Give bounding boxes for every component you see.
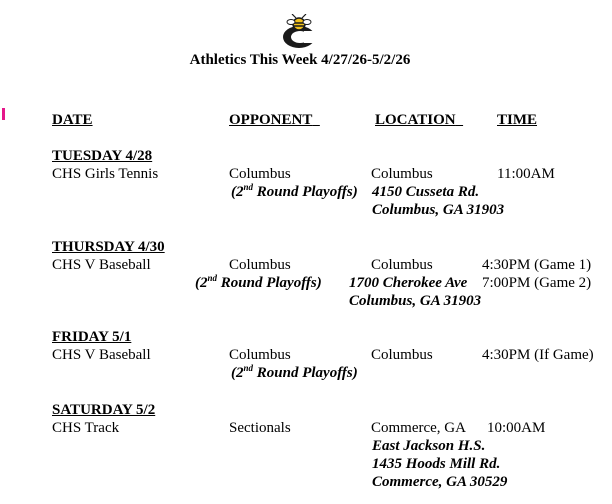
header-opponent: OPPONENT [229,112,313,128]
bee-logo-icon [276,14,322,50]
event-round: (2nd Round Playoffs) [231,363,358,381]
event-address-line1: 1435 Hoods Mill Rd. [372,456,501,472]
event-team: CHS V Baseball [52,257,151,273]
event-team: CHS V Baseball [52,347,151,363]
event-location: Columbus [371,347,433,363]
event-address-line2: Columbus, GA 31903 [372,202,505,218]
event-opponent: Columbus [229,257,291,273]
event-time: 4:30PM (If Game) [482,347,594,363]
event-round: (2nd Round Playoffs) [195,273,322,291]
event-round: (2nd Round Playoffs) [231,182,358,200]
event-opponent: Sectionals [229,420,291,436]
header-location: LOCATION [375,112,456,128]
event-day: TUESDAY 4/28 [52,148,153,164]
event-address-line2: Columbus, GA 31903 [349,293,482,309]
event-opponent: Columbus [229,347,291,363]
event-day: THURSDAY 4/30 [52,239,165,255]
event-team: CHS Track [52,420,120,436]
header-time: TIME [497,112,538,128]
event-time: 10:00AM [487,420,546,436]
page-title: Athletics This Week 4/27/26-5/2/26 [189,52,411,68]
margin-marker [2,108,5,120]
event-location: Columbus [371,166,433,182]
school-logo [276,14,322,50]
event-address-line1: 1700 Cherokee Ave [349,275,468,291]
event-venue: East Jackson H.S. [372,438,486,454]
event-team: CHS Girls Tennis [52,166,159,182]
event-day: FRIDAY 5/1 [52,329,132,345]
event-address-line2: Commerce, GA 30529 [372,474,508,490]
event-time-game2: 7:00PM (Game 2) [482,275,592,291]
event-day: SATURDAY 5/2 [52,402,156,418]
event-address-line1: 4150 Cusseta Rd. [372,184,480,200]
event-opponent: Columbus [229,166,291,182]
event-location: Columbus [371,257,433,273]
header-date: DATE [52,112,93,128]
event-location: Commerce, GA [371,420,466,436]
event-time-game1: 4:30PM (Game 1) [482,257,592,273]
event-time: 11:00AM [497,166,555,182]
